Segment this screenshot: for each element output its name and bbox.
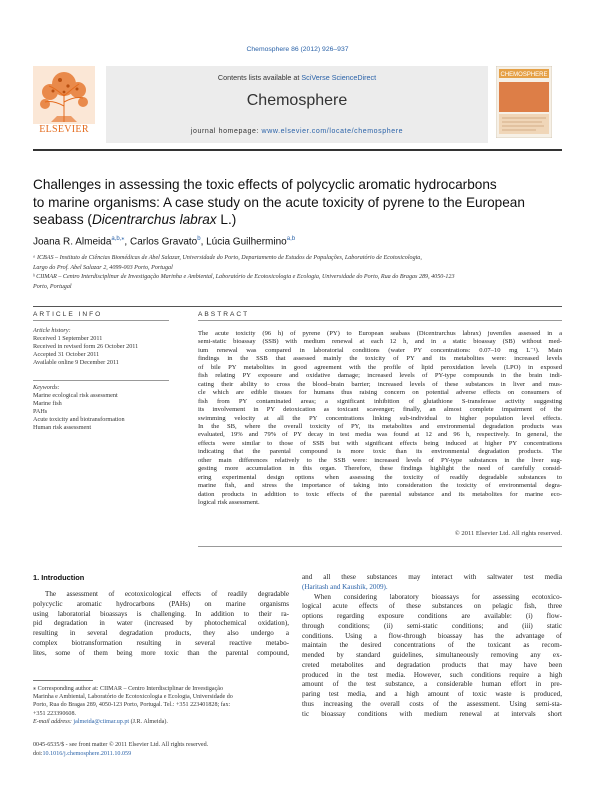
contents-prefix: Contents lists available at — [217, 73, 302, 82]
article-title — [33, 176, 562, 229]
publisher-name: ELSEVIER — [39, 124, 89, 135]
abstract-line: The acute toxicity (96 h) of pyrene (PY) to European seabass (Dicentrarchus labrax) juveniles assessed in a — [198, 330, 562, 337]
abstract-line: its involvement in PY detoxication as toxicant scavenger; finally, an almost complete impairment of the — [198, 406, 562, 414]
issn-doi-block — [33, 741, 289, 759]
keywords-label: Keywords: — [33, 384, 60, 391]
footnote-line: Porto, Rua do Bragas 289, 4050-123 Porto, Portugal. Tel.: +351 223401828; fax: — [33, 702, 231, 709]
cover-title-text: CHEMOSPHERE — [500, 72, 548, 78]
keyword-item: Marine fish — [33, 399, 62, 407]
body-line: mended by standard guidelines, simultaneously removing any ex- — [302, 651, 562, 659]
abstract-body — [198, 330, 562, 508]
keywords-rule — [33, 380, 169, 381]
citation-link[interactable]: (Haritash and Kaushik, 2009). — [302, 582, 388, 591]
abstract-rule — [198, 320, 562, 321]
body-column-right — [302, 573, 562, 719]
body-line: The assessment of ecotoxicological effects of readily degradable — [45, 590, 289, 598]
body-line: lites, some of them being more toxic than the parental compound, — [33, 648, 289, 657]
species-name: Dicentrarchus labrax — [91, 212, 217, 227]
introduction-heading: 1. Introduction — [33, 573, 85, 582]
body-line: polycyclic aromatic hydrocarbons (PAHs) on marine organisms — [33, 599, 289, 608]
abstract-line: effects were similar to those of SSB but with significant effects being induced at higher PY concentrations — [198, 439, 562, 447]
corresponding-author-footnote — [33, 685, 289, 726]
article-info-heading: ARTICLE INFO — [33, 311, 103, 318]
journal-homepage-line — [106, 128, 488, 135]
affiliations — [33, 254, 562, 292]
author-name[interactable]: Lúcia Guilhermino — [206, 236, 287, 248]
abstract-line: swimming velocity at all the PY concentrations linking sub-individual to higher population level effects. — [198, 414, 562, 422]
contents-available-line — [106, 73, 488, 82]
body-line: paring test media, and a high amount of toxic waste is produced, — [302, 690, 562, 698]
body-line: tic bioassay conditions with medium renewal at intervals short — [302, 709, 562, 718]
body-line: produced in the test media. However, such conditions require a high — [302, 670, 562, 679]
keyword-item: Human risk assessment — [33, 423, 92, 431]
article-history — [33, 327, 169, 367]
article-info-rule — [33, 320, 169, 321]
footnote-line: Marinha e Ambiental, Laboratório de Ecotoxicologia e Ecologia, Universidade do — [33, 694, 233, 701]
abstract-line: dation products in addition to toxic effects of the parental substance and its metabolites for marine eco- — [198, 490, 562, 498]
affiliation-line: Porto, Portugal — [33, 283, 72, 290]
author-name[interactable]: Carlos Gravato — [129, 236, 198, 248]
copyright-notice: © 2011 Elsevier Ltd. All rights reserved. — [454, 530, 562, 537]
abstract-line: cating their ability to cross the blood–brain barrier; increased levels of these substances in liver and mus- — [198, 380, 562, 388]
email-link[interactable]: jalmeida@ciimar.up.pt — [73, 718, 130, 725]
affiliation-line: ᵃ ICBAS – Instituto de Ciências Biomédicas de Abel Salazar, Universidade do Porto, Departamento de Estudos de Populações, Laboratório de Ecotoxicologia, — [33, 255, 422, 261]
abstract-line: indicating that the parental compound is more toxic than its environmental degradation products. The — [198, 448, 562, 456]
body-column-left — [33, 590, 289, 658]
history-item: Available online 9 December 2011 — [33, 358, 119, 366]
abstract-line: of bile PY metabolites in good agreement with the profile of lipid peroxidation levels (LPO) in exposed — [198, 363, 562, 371]
title-line-1: Challenges in assessing the toxic effects of polycyclic aromatic hydrocarbons — [33, 177, 497, 192]
keyword-item: PAHs — [33, 407, 48, 415]
doi-link[interactable]: 10.1016/j.chemosphere.2011.10.059 — [42, 751, 132, 757]
abstract-bottom-rule — [198, 546, 562, 547]
body-line: maintain the desired concentrations of the toxicant as recom- — [302, 641, 562, 650]
body-line: logical acute effects of these substances on pelagic fish, three — [302, 602, 562, 611]
body-line: conditions. Using a flow-through bioassay has the advantage of — [302, 631, 562, 640]
section-rule — [33, 306, 562, 307]
history-item: Accepted 31 October 2011 — [33, 350, 100, 358]
title-line-2: to marine organisms: A case study on the acute toxicity of pyrene to the European — [33, 194, 525, 210]
abstract-line: cle which are edible tissues for humans thus raising concern on potential adverse effects on consumers of — [198, 389, 562, 397]
body-line: and all these substances may interact with saltwater test media — [302, 573, 562, 581]
affiliation-line: Largo do Prof. Abel Salazar 2, 4099-003 Porto, Portugal — [33, 264, 173, 271]
history-item: Received 1 September 2011 — [33, 334, 103, 342]
abstract-line: In the SB, where the overall toxicity of PY, its metabolites and environmental degradation products was — [198, 422, 562, 430]
footnote-rule — [33, 680, 93, 681]
body-line: amount of the test substance, a considerable human effort in pre- — [302, 680, 562, 689]
footnote-line: +351 223390608. — [33, 710, 77, 717]
abstract-line: findings in the SSB that assessed mainly the toxicity of PY and its metabolites were: increased levels — [198, 355, 562, 363]
body-line: thus increasing the overall costs of the assessment. Using semi-sta- — [302, 699, 562, 708]
abstract-line: fish relating PY exposure and oxidative damage; increased levels of PY-type compounds in the brain indi- — [198, 372, 562, 380]
body-line: options regarding exposure conditions are available: (i) flow- — [302, 612, 562, 620]
journal-cover-thumbnail — [496, 66, 552, 138]
abstract-line: other main differences relatively to the SSB were: increased levels of PY-type substances in the liver sug- — [198, 456, 562, 464]
title-line-3: seabass (Dicentrarchus labrax L.) — [33, 212, 237, 227]
keywords — [33, 384, 169, 431]
doi-line: doi:10.1016/j.chemosphere.2011.10.059 — [33, 751, 132, 757]
homepage-prefix: journal homepage: — [190, 128, 262, 135]
body-line: pid degradation in water (increased by photochemical oxidation), — [33, 619, 289, 628]
abstract-line: ering experimental design options when assessing the toxicity of readily degradable substances to — [198, 473, 562, 481]
history-label: Article history: — [33, 327, 71, 334]
abstract-line: evaluated, 19% and 79% of PY decay in test media was found at 12 and 96 h, respectively. In general, the — [198, 431, 562, 439]
abstract-line: ium renewal was compared in laboratorial conditions (water PY concentrations: 0.07–10 mg L⁻¹). Main — [198, 346, 562, 354]
affiliation-line: ᵇ CIIMAR – Centro Interdisciplinar de Investigação Marinha e Ambiental, Laboratório de Ecotoxicologia e Ecologia, Universidade do Porto, Rua do Bragas 289, 4050-123 — [33, 274, 455, 281]
journal-title: Chemosphere — [246, 92, 348, 109]
keyword-item: Marine ecological risk assessment — [33, 391, 118, 399]
abstract-line: marine fish, and stress the importance of taking into consideration the toxicity of environmental degra- — [198, 482, 562, 490]
author-list: Joana R. Almeida$^{a,b,⁎}$, Carlos Gravato$^b$, Lúcia Guilhermino$^{a,b}$ — [33, 236, 296, 248]
abstract-line: fish from PY contaminated areas; a significant inhibition of glutathione S-transferase activity suggesting — [198, 397, 562, 405]
abstract-line: logical risk assessment. — [198, 499, 260, 507]
header-rule — [33, 149, 562, 151]
email-line: E-mail address: jalmeida@ciimar.up.pt (J.R. Almeida). — [33, 718, 168, 725]
body-line: using laboratorial bioassays is challenging. In addition to their ra- — [33, 609, 289, 618]
abstract-heading: ABSTRACT — [198, 311, 250, 318]
abstract-line: gesting more accumulation in this organ. Therefore, these findings highlight the need of carefully consid- — [198, 465, 562, 473]
footnote-line: ⁎ Corresponding author at: CIIMAR – Centro Interdisciplinar de Investigação — [33, 686, 224, 692]
history-item: Received in revised form 26 October 2011 — [33, 342, 139, 350]
body-line: through conditions; (ii) semi-static conditions; and (iii) static — [302, 621, 562, 630]
body-line: creted metabolites and degradation products that may have been — [302, 660, 562, 669]
body-line: complex biotransformation resulting in several reactive metabo- — [33, 638, 289, 647]
homepage-link[interactable]: www.elsevier.com/locate/chemosphere — [261, 128, 404, 135]
issn-line: 0045-6535/$ - see front matter © 2011 Elsevier Ltd. All rights reserved. — [33, 742, 209, 748]
abstract-line: semi-static bioassay (SSB) with medium renewal at each 12 h, and in a static bioassay (SB) without med- — [198, 338, 562, 346]
body-line: resulting in several degradation products, they also undergo a — [33, 629, 289, 637]
body-line: When considering laboratory bioassays for assessing ecotoxico- — [314, 592, 562, 601]
sciencedirect-link[interactable]: SciVerse ScienceDirect — [301, 73, 377, 82]
journal-reference-link[interactable]: Chemosphere 86 (2012) 926–937 — [246, 46, 349, 53]
author-name[interactable]: Joana R. Almeida — [33, 236, 112, 248]
keyword-item: Acute toxicity and biotransformation — [33, 415, 125, 423]
